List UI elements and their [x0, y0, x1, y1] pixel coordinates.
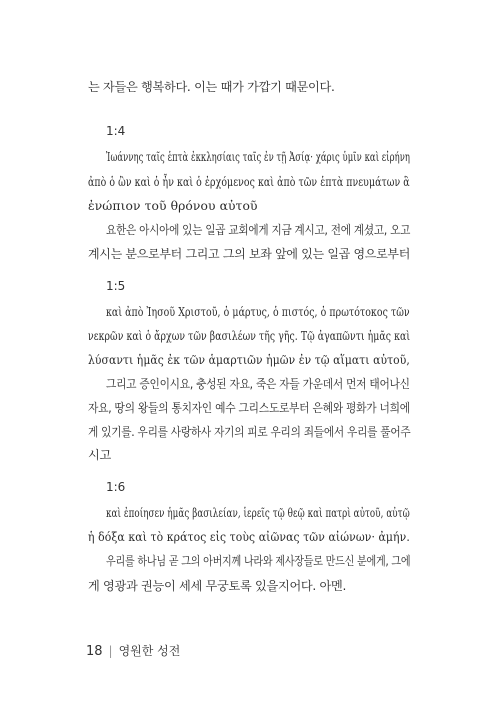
footer-separator: | — [108, 644, 113, 658]
korean-line: 그리고 증인이시요, 충성된 자요, 죽은 자들 가운데서 먼저 태어나신 — [106, 377, 410, 391]
greek-line: λύσαντι ἡμᾶς ἐκ τῶν ἁμαρτιῶν ἡμῶν ἐν τῷ αἵματι αὐτοῦ, — [88, 353, 410, 367]
book-title: 영원한 성전 — [118, 644, 181, 658]
greek-line: Ἰωάννης ταῖς ἑπτὰ ἐκκλησίαις ταῖς ἐν τῇ Ἀσίᾳ· χάρις ὑμῖν καὶ εἰρήνη — [106, 150, 411, 164]
page-number: 18 — [86, 644, 103, 659]
greek-line: ἡ δόξα καὶ τὸ κράτος εἰς τοὺς αἰῶνας τῶν αἰώνων· ἀμήν. — [88, 530, 410, 544]
korean-line: 게 있기를. 우리를 사랑하사 자기의 피로 우리의 죄들에서 우리를 풀어주 — [88, 425, 411, 439]
verse-number: 1:4 — [106, 124, 126, 138]
korean-line: 자요, 땅의 왕들의 통치자인 예수 그리스도로부터 은혜와 평화가 너희에 — [88, 401, 410, 415]
intro-line: 는 자들은 행복하다. 이는 때가 가깝기 때문이다. — [88, 80, 335, 94]
verse-number: 1:6 — [106, 480, 126, 494]
korean-line: 우리를 하나님 곧 그의 아버지께 나라와 제사장들로 만드신 분에게, 그에 — [106, 554, 411, 568]
greek-line: ἀπὸ ὁ ὢν καὶ ὁ ἦν καὶ ὁ ἐρχόμενος καὶ ἀπὸ τῶν ἑπτὰ πνευμάτων ἃ — [88, 175, 410, 189]
greek-line: ἐνώπιον τοῦ θρόνου αὐτοῦ — [88, 199, 258, 213]
page-footer — [86, 642, 180, 659]
korean-line: 계시는 분으로부터 그리고 그의 보좌 앞에 있는 일곱 영으로부터 — [88, 247, 411, 261]
greek-line: νεκρῶν καὶ ὁ ἄρχων τῶν βασιλέων τῆς γῆς. Τῷ ἀγαπῶντι ἡμᾶς καὶ — [88, 329, 411, 343]
verse-number: 1:5 — [106, 279, 126, 293]
korean-line: 요한은 아시아에 있는 일곱 교회에게 지금 계시고, 전에 계셨고, 오고 — [106, 223, 411, 237]
korean-line: 시고 — [88, 448, 111, 462]
korean-line: 게 영광과 권능이 세세 무궁토록 있을지어다. 아멘. — [88, 579, 347, 593]
greek-line: καὶ ἀπὸ Ἰησοῦ Χριστοῦ, ὁ μάρτυς, ὁ πιστός, ὁ πρωτότοκος τῶν — [106, 305, 410, 319]
greek-line: καὶ ἐποίησεν ἡμᾶς βασιλείαν, ἱερεῖς τῷ θεῷ καὶ πατρὶ αὐτοῦ, αὐτῷ — [106, 506, 410, 520]
